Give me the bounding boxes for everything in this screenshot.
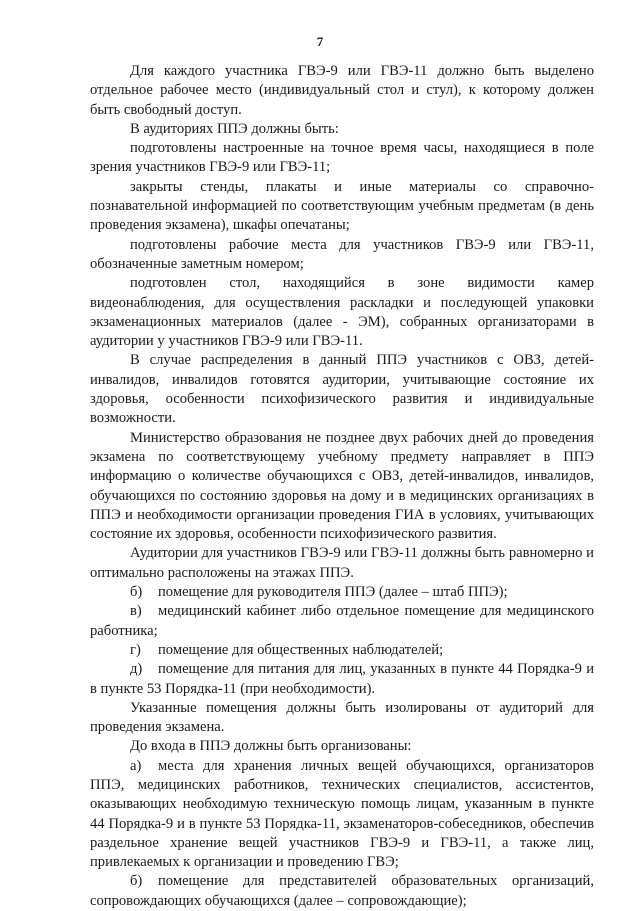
list-item-text: места для хранения личных вещей обучающихся, организаторов ППЭ, медицинских работников, технических специалистов, ассистентов, оказывающих необходимую техническую помощь лицам, указанным в пункте 44 Порядка-9 и в пункте 53 Порядка-11, экзаменаторов-собеседников, обеспечив раздельное хранение вещей участников ГВЭ-9 и ГВЭ-11, а также лиц, привлекаемых к организации и проведению ГВЭ;: [90, 757, 594, 871]
list-marker: б): [130, 873, 143, 890]
document-body: [90, 62, 594, 911]
paragraph-table-camera: подготовлен стол, находящийся в зоне видимости камер видеонаблюдения, для осуществления раскладки и последующей упаковки экзаменационных материалов (далее - ЭМ), собранных организаторами в аудитории у участников ГВЭ-9 или ГВЭ-11.: [90, 275, 594, 350]
paragraph-before-entrance: До входа в ППЭ должны быть организованы:: [130, 738, 412, 755]
paragraph-isolated: Указанные помещения должны быть изолированы от аудиторий для проведения экзамена.: [90, 699, 594, 736]
list-item-b-escorts: [90, 872, 594, 911]
list-marker: а): [130, 757, 142, 774]
list-item-text: помещение для руководителя ППЭ (далее – штаб ППЭ);: [158, 584, 508, 601]
list-item-text: помещение для питания для лиц, указанных в пункте 44 Порядка-9 и в пункте 53 Порядка-11 (при необходимости).: [90, 661, 594, 697]
list-item-v-medical: [90, 602, 594, 641]
list-item-a-storage: [90, 757, 594, 873]
paragraph-auditorium-requirements: В аудиториях ППЭ должны быть:: [130, 120, 339, 137]
paragraph-workplaces-numbered: подготовлены рабочие места для участников ГВЭ-9 или ГВЭ-11, обозначенные заметным номером;: [90, 236, 594, 272]
list-marker: г): [130, 641, 141, 658]
paragraph-workplace: Для каждого участника ГВЭ-9 или ГВЭ-11 должно быть выделено отдельное рабочее место (индивидуальный стол и стул), к которому должен быть свободный доступ.: [90, 63, 594, 118]
list-marker: б): [130, 584, 143, 601]
page-number: 7: [316, 34, 324, 49]
list-item-g-observers: [90, 641, 594, 660]
list-item-text: медицинский кабинет либо отдельное помещение для медицинского работника;: [90, 603, 594, 639]
list-item-text: помещение для общественных наблюдателей;: [158, 641, 444, 658]
list-marker: в): [130, 603, 142, 620]
paragraph-stands-closed: закрыты стенды, плакаты и иные материалы со справочно-познавательной информацией по соответствующим учебным предметам (в день проведения экзамена), шкафы опечатаны;: [90, 178, 594, 234]
list-item-text: помещение для представителей образовательных организаций, сопровождающих обучающихся (далее – сопровождающие);: [90, 873, 594, 909]
paragraph-ministry-info: Министерство образования не позднее двух рабочих дней до проведения экзамена по соответствующему учебному предмету направляет в ППЭ информацию о количестве обучающихся с ОВЗ, детей-инвалидов, инвалидов, обучающихся по состоянию здоровья на дому и в медицинских организациях в ППЭ и необходимости организации проведения ГИА в условиях, учитывающих состояние их здоровья, особенности психофизического развития.: [90, 429, 594, 543]
list-item-d-meals: [90, 660, 594, 699]
list-marker: д): [130, 661, 143, 678]
paragraph-clocks: подготовлены настроенные на точное время часы, находящиеся в поле зрения участников ГВЭ-9 или ГВЭ-11;: [90, 140, 594, 176]
paragraph-auditorium-distribution: Аудитории для участников ГВЭ-9 или ГВЭ-11 должны быть равномерно и оптимально расположены на этажах ППЭ.: [90, 545, 594, 581]
paragraph-ovz-auditoriums: В случае распределения в данный ППЭ участников с ОВЗ, детей-инвалидов, инвалидов готовятся аудитории, учитывающие состояние их здоровья, особенности психофизического развития и индивидуальные возможности.: [90, 352, 594, 427]
list-item-b-headquarters: [90, 583, 594, 602]
